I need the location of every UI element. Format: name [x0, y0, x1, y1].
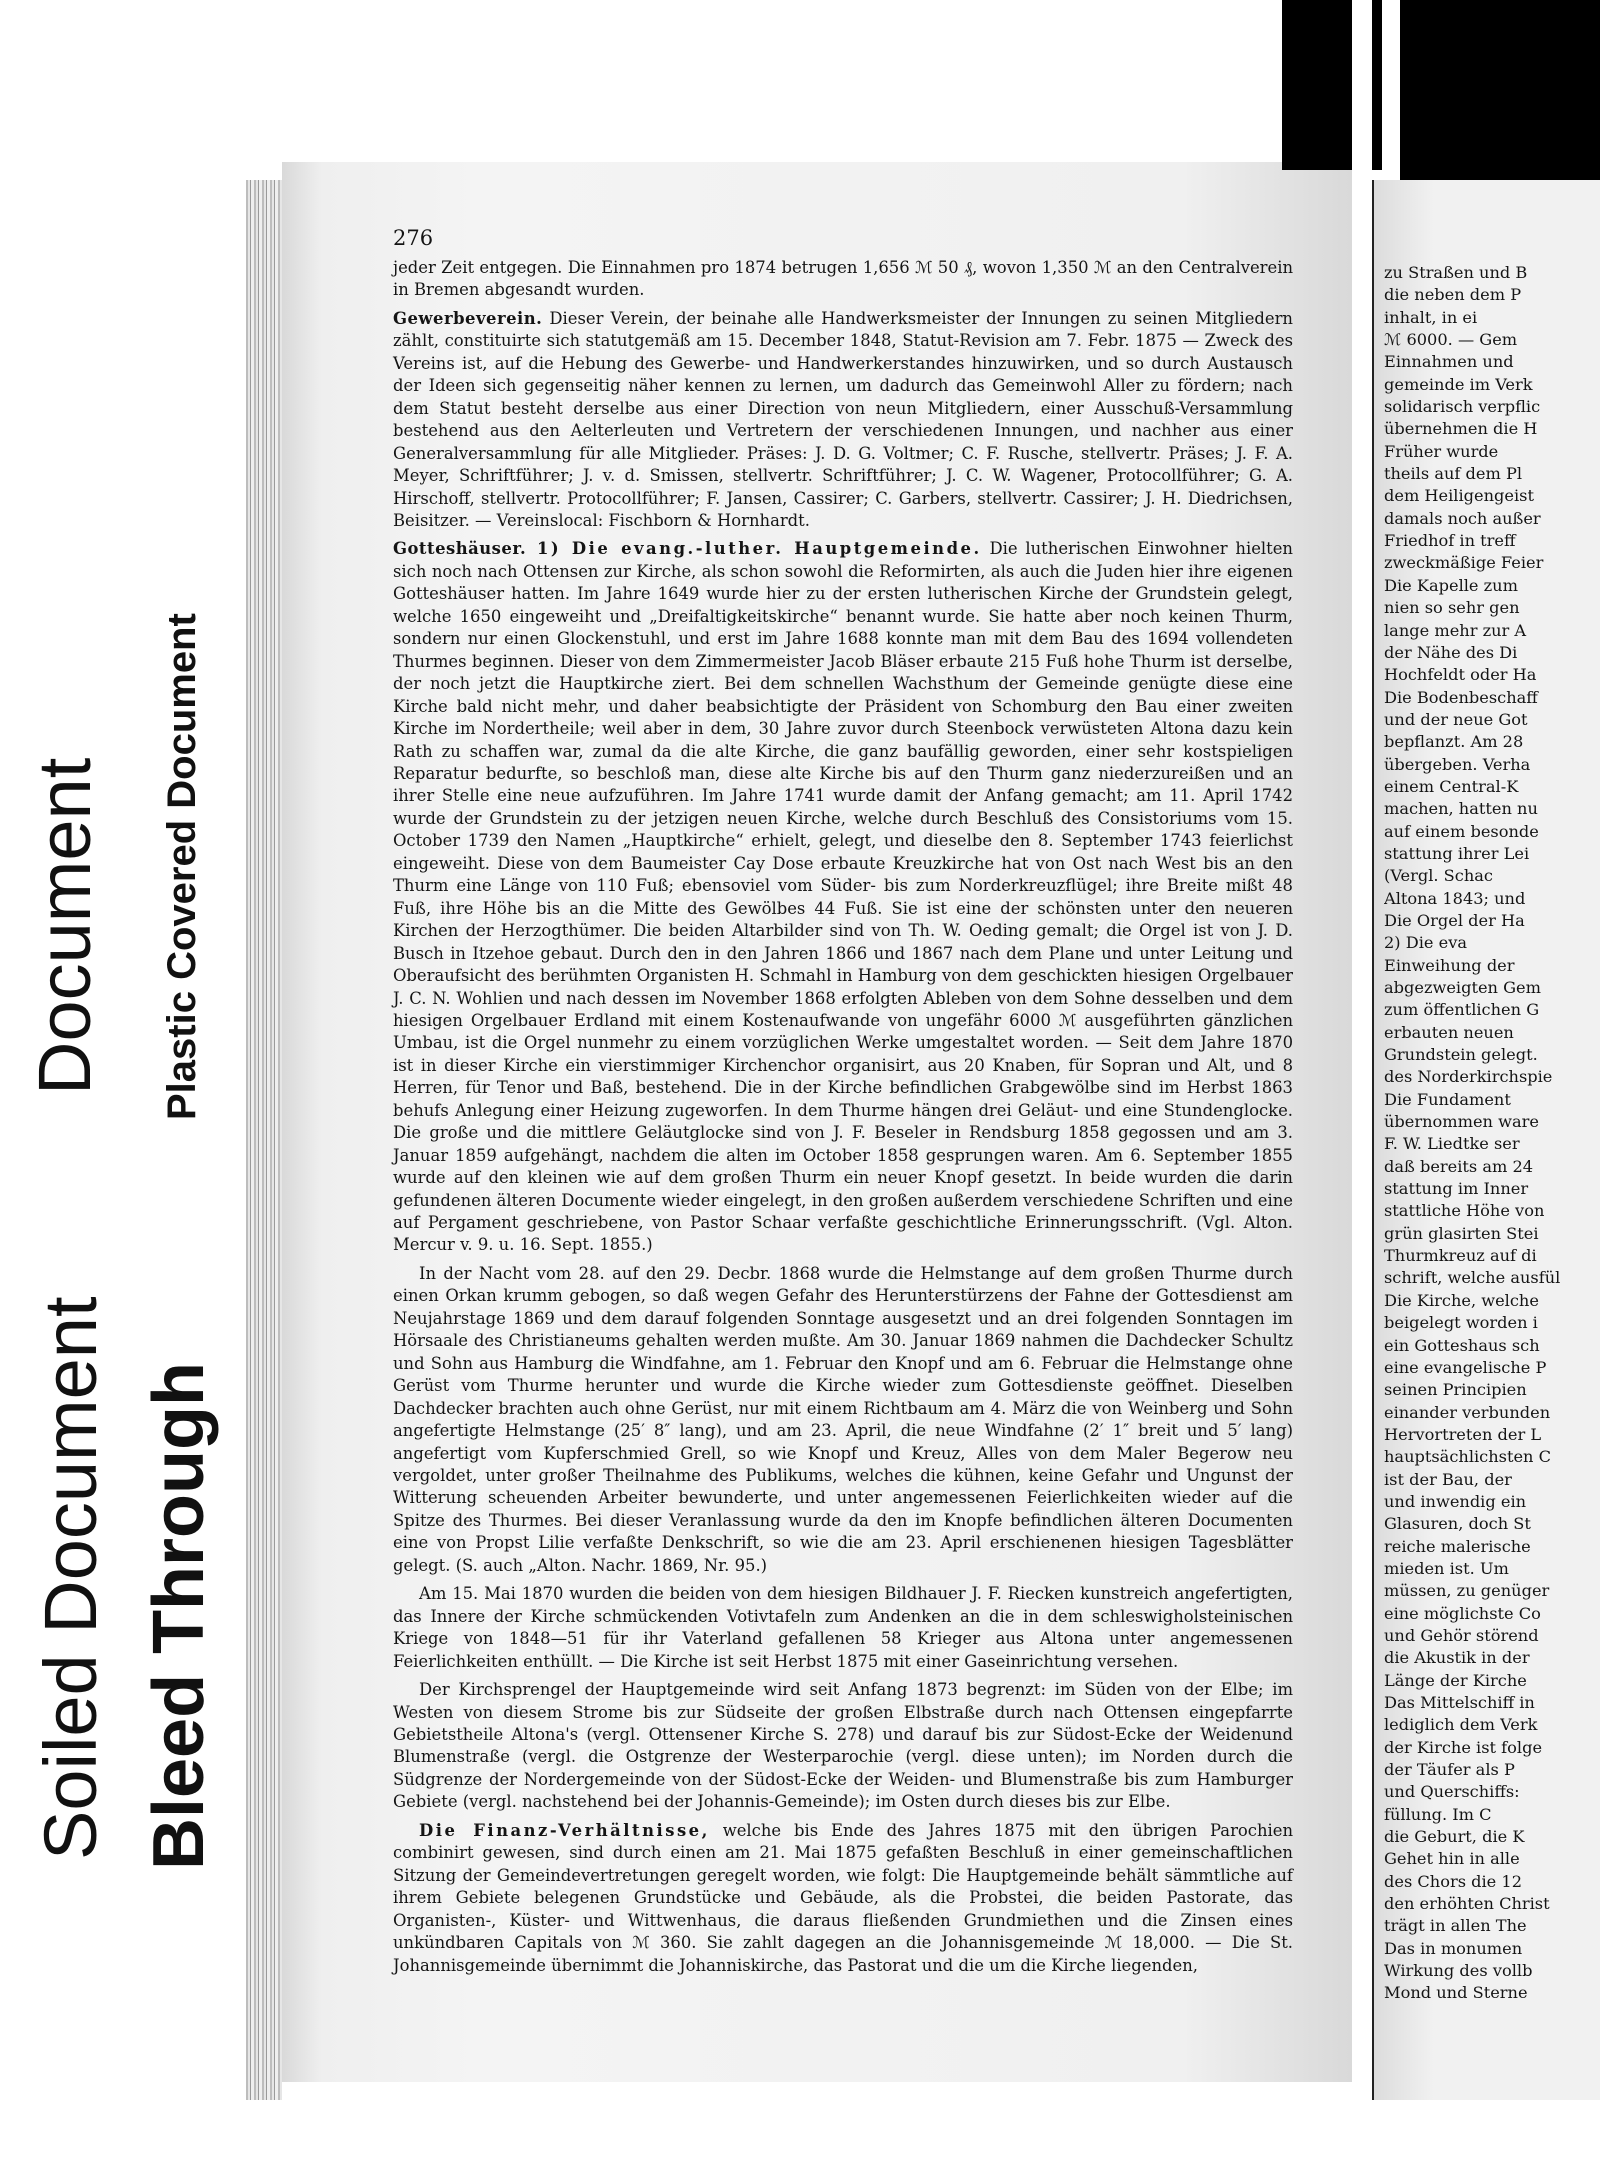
facing-page-line: trägt in allen The — [1384, 1916, 1527, 1936]
facing-page-line: bepflanzt. Am 28 — [1384, 732, 1524, 752]
plastic-covered-document-stamp: Plastic Covered Document — [160, 613, 204, 1120]
paragraph — [393, 1679, 1293, 1814]
facing-page-line: und inwendig ein — [1384, 1491, 1527, 1511]
facing-page-line: der Täufer als P — [1384, 1760, 1515, 1780]
paragraph — [393, 1820, 1293, 1977]
paragraph-heading: Gotteshäuser. — [393, 539, 527, 559]
facing-page-line: Länge der Kirche — [1384, 1670, 1527, 1690]
paragraph — [393, 538, 1293, 1257]
paragraph — [393, 257, 1293, 302]
paragraph — [393, 1583, 1293, 1673]
facing-page-line: den erhöhten Christ — [1384, 1894, 1550, 1914]
facing-page-line: die Geburt, die K — [1384, 1827, 1525, 1847]
facing-page-line: zum öffentlichen G — [1384, 1000, 1540, 1020]
facing-page-line: Thurmkreuz auf di — [1384, 1246, 1537, 1266]
facing-page-line: Gehet hin in alle — [1384, 1849, 1520, 1869]
facing-page-line: ℳ 6000. — Gem — [1384, 330, 1518, 350]
facing-page-line: Grundstein gelegt. — [1384, 1045, 1538, 1065]
facing-page-line: ein Gotteshaus sch — [1384, 1335, 1540, 1355]
facing-page-line: Einnahmen und — [1384, 352, 1514, 372]
facing-page-line: Die Orgel der Ha — [1384, 910, 1525, 930]
facing-page-line: Friedhof in treff — [1384, 531, 1516, 551]
facing-page-line: Hervortreten der L — [1384, 1424, 1542, 1444]
facing-page-line: solidarisch verpflic — [1384, 397, 1541, 417]
paragraph — [393, 1263, 1293, 1577]
facing-page-line: damals noch außer — [1384, 508, 1541, 528]
facing-page-line: übernehmen die H — [1384, 419, 1538, 439]
paragraph-text: welche bis Ende des Jahres 1875 mit den übrigen Parochien combinirt gewesen, sind durch einen am 21. Mai 1875 gefaßten Beschluß in einer gemeinschaftlichen Sitzung der Gemeindevertretungen geregelt worden, wie folgt: Die Hauptgemeinde behält sämmtliche auf ihrem Gebiete belegenen Grundstücke und Gebäude, als die Probstei, die beiden Pastorate, das Organisten-, Küster- und Wittwenhaus, die daraus fließenden Grundmiethen und die Zinsen eines unkündbaren Capitals von ℳ 360. Sie zahlt dagegen an die Johannisgemeinde ℳ 18,000. — Die St. Johannisgemeinde übernimmt die Johanniskirche, das Pastorat und die um die Kirche liegenden, — [393, 1820, 1294, 1975]
facing-page-line: der Kirche ist folge — [1384, 1737, 1543, 1757]
facing-page-line: Die Bodenbeschaff — [1384, 687, 1538, 707]
facing-page-line: 2) Die eva — [1384, 933, 1468, 953]
page-body-text — [393, 225, 1293, 1977]
facing-page-line: Das in monumen — [1384, 1938, 1523, 1958]
facing-page-line: (Vergl. Schac — [1384, 866, 1493, 886]
facing-page-line: füllung. Im C — [1384, 1804, 1492, 1824]
facing-page-line: stattung ihrer Lei — [1384, 843, 1530, 863]
facing-page-line: Das Mittelschiff in — [1384, 1693, 1535, 1712]
facing-page-text — [1384, 262, 1600, 2005]
facing-page-line: stattung im Inner — [1384, 1179, 1529, 1199]
soiled-document-stamp: Soiled Document — [29, 1296, 112, 1860]
paragraph-text: Dieser Verein, der beinahe alle Handwerksmeister der Innungen zu seinen Mitgliedern zählt, constituirte sich statutgemäß am 15. December 1848, Statut-Revision am 7. Febr. 1875 — Zweck des Vereins ist, auf die Hebung des Gewerbe- und Handwerkerstandes hinzuwirken, und so durch Austausch der Ideen sich gegenseitig näher kennen zu lernen, um dadurch das Gemeinwohl Aller zu fördern; nach dem Statut besteht derselbe aus einer Direction von neun Mitgliedern, einer Ausschuß-Versammlung bestehend aus den Aelterleuten und Vertretern der verschiedenen Innungen, und nachher aus einer Generalversammlung für alle Mitglieder. Präses: J. D. G. Voltmer; C. F. Rusche, stellvertr. Präses; J. F. A. Meyer, Schriftführer; J. v. d. Smissen, stellvertr. Schriftführer; J. C. W. Wagener, Protocollführer; G. A. Hirschoff, stellvertr. Protocollführer; F. Jansen, Cassirer; C. Garbers, stellvertr. Cassirer; J. H. Diedrichsen, Beisitzer. — Vereinslocal: Fischborn & Hornhardt. — [393, 308, 1293, 530]
facing-page-line: Hochfeldt oder Ha — [1384, 665, 1537, 685]
book-gutter — [1352, 0, 1372, 2177]
facing-page-line: müssen, zu genüger — [1384, 1581, 1550, 1601]
facing-page-line: die neben dem P — [1384, 285, 1522, 305]
facing-page-line: dem Heiligengeist — [1384, 486, 1534, 506]
facing-page-line: eine evangelische P — [1384, 1357, 1547, 1377]
facing-page-line: machen, hatten nu — [1384, 799, 1538, 819]
facing-page-line: abgezweigten Gem — [1384, 978, 1541, 997]
paragraph — [393, 308, 1293, 533]
book-page-edges — [246, 180, 282, 2100]
facing-page-line: hauptsächlichsten C — [1384, 1447, 1552, 1467]
facing-page-line: einander verbunden — [1384, 1402, 1551, 1422]
facing-page-line: Altona 1843; und — [1384, 888, 1526, 908]
paragraph-text: Die lutherischen Einwohner hielten sich noch nach Ottensen zur Kirche, als schon sowohl die Reformirten, als auch die Juden hier ihre eigenen Gotteshäuser hatten. Im Jahre 1649 wurde hier zu der ersten lutherischen Kirche der Grundstein gelegt, welche 1650 eingeweiht und „Dreifaltigkeitskirche“ benannt wurde. Sie hatte aber noch keinen Thurm, sondern nur einen Glockenstuhl, und erst im Jahre 1688 konnte man mit dem Bau des 1694 vollendeten Thurmes beginnen. Dieser von dem Zimmermeister Jacob Bläser erbaute 215 Fuß hohe Thurm ist derselbe, der noch jetzt die Hauptkirche ziert. Bei dem schnellen Wachsthum der Gemeinde genügte diese eine Kirche bald nicht mehr, und daher beabsichtigte der Präsident von Schomburg den Bau einer zweiten Kirche im Nordertheile; weil aber in dem, 30 Jahre zuvor durch Steenbock verwüsteten Altona dazu kein Rath zu schaffen war, zumal da die alte Kirche, die ganz baufällig geworden, einer sehr kostspieligen Reparatur bedurfte, so beschloß man, diese alte Kirche bis auf den Thurm ganz niederzureißen und an ihrer Stelle eine neue aufzuführen. Im Jahre 1741 wurde damit der Anfang gemacht; am 11. April 1742 wurde der Grundstein zu der jetzigen neuen Kirche, welche durch Beschluß des Consistoriums vom 15. October 1739 den Namen „Hauptkirche“ erhielt, gelegt, und dieselbe den 8. September 1743 feierlichst eingeweiht. Diese von dem Baumeister Cay Dose erbaute Kreuzkirche hat von Ost nach West bis an den Thurm eine Länge von 110 Fuß; ebensoviel vom Süder- bis zum Norderkreuzflügel; ihre Breite mißt 48 Fuß, ihre Höhe bis an die Mitte des Gewölbes 44 Fuß. Sie ist eine der schönsten unter den neueren Kirchen der Herzogthümer. Die beiden Altarbilder sind von Th. W. Oeding gemalt; die Orgel ist von J. D. Busch in Itzehoe gebaut. Durch den in den Jahren 1866 und 1867 nach dem Plane und unter Leitung und Oberaufsicht des berühmten Organisten H. Schmahl in Hamburg von dem geschickten hiesigen Orgelbauer J. C. N. Wohlien und nach dessen im November 1868 erfolgten Ableben von dem Sohne desselben und dem hiesigen Orgelbauer Erdland mit einem Kostenaufwande von ungefähr 6000 ℳ ausgeführten gänzlichen Umbau, ist die Orgel nunmehr zu einem vorzüglichen Werke umgestaltet worden. — Seit dem Jahre 1870 ist in dieser Kirche ein vierstimmiger Kirchenchor organisirt, aus 20 Knaben, für Sopran und Alt, und 8 Herren, für Tenor und Baß, bestehend. Die in der Kirche befindlichen Grabgewölbe sind im Herbst 1863 behufs Anlegung einer Heizung zugeworfen. In dem Thurme hängen drei Geläut- und eine Stundenglocke. Die große und die mittlere Geläutglocke sind von J. F. Beseler in Rendsburg 1858 gegossen und am 3. Januar 1859 aufgehängt, nachdem die alten im October 1858 gesprungen waren. Am 6. September 1855 wurde auf den kleinen wie auf dem großen Thurm ein neuer Knopf gesetzt. In beide wurden die darin gefundenen älteren Documente wieder eingelegt, in den großen außerdem verschiedene Schriften und eine auf Pergament geschriebene, von Pastor Schaar verfaßte geschichtliche Erinnerungsschrift. (Vgl. Alton. Mercur v. 9. u. 16. Sept. 1855.) — [393, 539, 1293, 1255]
facing-page-line: übernommen ware — [1384, 1112, 1539, 1132]
facing-page-line: lange mehr zur A — [1384, 620, 1527, 640]
spaced-subheading: 1) Die evang.-luther. Hauptgemeinde. — [526, 539, 982, 559]
facing-page-line: übergeben. Verha — [1384, 754, 1531, 774]
facing-page-line: theils auf dem Pl — [1384, 464, 1523, 484]
facing-page-line: Wirkung des vollb — [1384, 1961, 1533, 1981]
facing-page-line: Die Kapelle zum — [1384, 575, 1518, 595]
paragraph-heading: Gewerbeverein. — [393, 308, 543, 328]
facing-page-line: auf einem besonde — [1384, 821, 1539, 841]
facing-page-line: und Querschiffs: — [1384, 1782, 1520, 1802]
facing-page-line: nien so sehr gen — [1384, 598, 1520, 618]
facing-page-line: inhalt, in ei — [1384, 307, 1478, 327]
facing-page-line: des Norderkirchspie — [1384, 1067, 1553, 1087]
facing-page-line: und Gehör störend — [1384, 1625, 1539, 1645]
bleed-through-stamp: Bleed Through — [139, 1362, 219, 1870]
facing-page-line: daß bereits am 24 — [1384, 1156, 1534, 1176]
paragraph-text: In der Nacht vom 28. auf den 29. Decbr. 1868 wurde die Helmstange auf dem großen Thurme durch einen Orkan krumm gebogen, so daß wegen Gefahr des Herunterstürzens der Fahne der Gottesdienst am Neujahrstage 1869 und dem darauf folgenden Sonntage ausgesetzt und an drei folgenden Sonntagen im Hörsaale des Christianeums gehalten werden mußte. Am 30. Januar 1869 nahmen die Dachdecker Schultz und Sohn aus Hamburg die Windfahne, am 1. Februar den Knopf und am 6. Februar die Helmstange ohne Gerüst vom Thurme herunter und wurde die Kirche wieder zum Gottesdienste geöffnet. Dieselben Dachdecker brachten auch ohne Gerüst, nur mit einem Richtbaum am 4. März die von Weinberg und Sohn angefertigte Helmstange (25′ 8″ lang), und am 23. April, die neue Windfahne (2′ 1″ breit und 5′ lang) angefertigt vom Kupferschmied Grell, so wie Knopf und Kreuz, Alles von dem Maler Begerow neu vergoldet, unter großer Theilnahme des Publikums, welches die kühnen, keine Gefahr und Ungunst der Witterung scheuenden Arbeiter bewunderte, und unter angemessenen Feierlichkeiten wieder auf die Spitze des Thurmes. Bei dieser Veranlassung wurde da den im Knopfe befindlichen älteren Documenten eine von Propst Lilie verfaßte Denkschrift, so wie die am 23. April erschienenen hiesigen Tagesblätter gelegt. (S. auch „Alton. Nachr. 1869, Nr. 95.) — [393, 1263, 1293, 1575]
facing-page-line: reiche malerische — [1384, 1536, 1531, 1556]
facing-page-line: der Nähe des Di — [1384, 642, 1518, 662]
facing-page-line: Die Kirche, welche — [1384, 1290, 1539, 1310]
facing-page-line: gemeinde im Verk — [1384, 374, 1533, 394]
spaced-lead-text: Die Finanz-Verhältnisse, — [419, 1820, 710, 1840]
facing-page-line: zweckmäßige Feier — [1384, 553, 1544, 573]
facing-page-line: stattliche Höhe von — [1384, 1201, 1545, 1221]
facing-page-line: einem Central-K — [1384, 776, 1519, 796]
scan-border-right-inner — [1452, 0, 1600, 160]
facing-page-line: die Akustik in der — [1384, 1648, 1530, 1668]
facing-page-line: Glasuren, doch St — [1384, 1514, 1531, 1534]
facing-page-line: Einweihung der — [1384, 955, 1515, 975]
paragraph-text: Der Kirchsprengel der Hauptgemeinde wird seit Anfang 1873 begrenzt: im Süden von der Elbe; im Westen von diesem Strome bis zur Südseite der großen Elbstraße durch nach Ottensen eingepfarrte Gebietstheile Altona's (vergl. Ottensener Kirche S. 278) und darauf bis zur Südost-Ecke der Weidenund Blumenstraße (vergl. die Ostgrenze der Westerparochie (vergl. diese unten); im Norden durch die Südgrenze der Nordergemeinde von der Südost-Ecke der Weiden- und Blumenstraße bis zum Hamburger Gebiete (vergl. nachstehend bei der Johannis-Gemeinde); im Osten durch dieses bis zur Elbe. — [393, 1680, 1293, 1812]
page-number: 276 — [393, 226, 434, 250]
facing-page-line: zu Straßen und B — [1384, 263, 1528, 282]
facing-page-line: mieden ist. Um — [1384, 1558, 1509, 1578]
facing-page-line: Die Fundament — [1384, 1089, 1511, 1109]
facing-page-line: schrift, welche ausfül — [1384, 1268, 1561, 1288]
paragraph-text: jeder Zeit entgegen. Die Einnahmen pro 1874 betrugen 1,656 ℳ 50 ₰, wovon 1,350 ℳ an den Centralverein in Bremen abgesandt wurden. — [393, 258, 1293, 300]
facing-page-line: grün glasirten Stei — [1384, 1223, 1539, 1243]
facing-page-line: ist der Bau, der — [1384, 1469, 1512, 1489]
facing-page-line: F. W. Liedtke ser — [1384, 1134, 1520, 1154]
facing-page-fragment — [1372, 180, 1600, 2100]
paragraph-text: Am 15. Mai 1870 wurden die beiden von dem hiesigen Bildhauer J. F. Riecken kunstreich angefertigten, das Innere der Kirche schmückenden Votivtafeln zum Andenken an die in dem schleswigholsteinischen Kriege von 1848—51 für ihr Vaterland gefallenen 58 Krieger aus Altona unter angemessenen Feierlichkeiten enthüllt. — Die Kirche ist seit Herbst 1875 mit einer Gaseinrichtung versehen. — [393, 1584, 1293, 1671]
facing-page-line: lediglich dem Verk — [1384, 1715, 1538, 1735]
facing-page-line: eine möglichste Co — [1384, 1603, 1541, 1623]
facing-page-line: Mond und Sterne — [1384, 1983, 1528, 2003]
facing-page-line: seinen Principien — [1384, 1380, 1527, 1400]
facing-page-line: beigelegt worden i — [1384, 1313, 1538, 1333]
facing-page-line: Früher wurde — [1384, 441, 1499, 461]
document-stamp-partial: Document — [23, 757, 106, 1095]
facing-page-line: und der neue Got — [1384, 709, 1528, 729]
facing-page-line: erbauten neuen — [1384, 1022, 1514, 1042]
facing-page-line: des Chors die 12 — [1384, 1871, 1523, 1891]
